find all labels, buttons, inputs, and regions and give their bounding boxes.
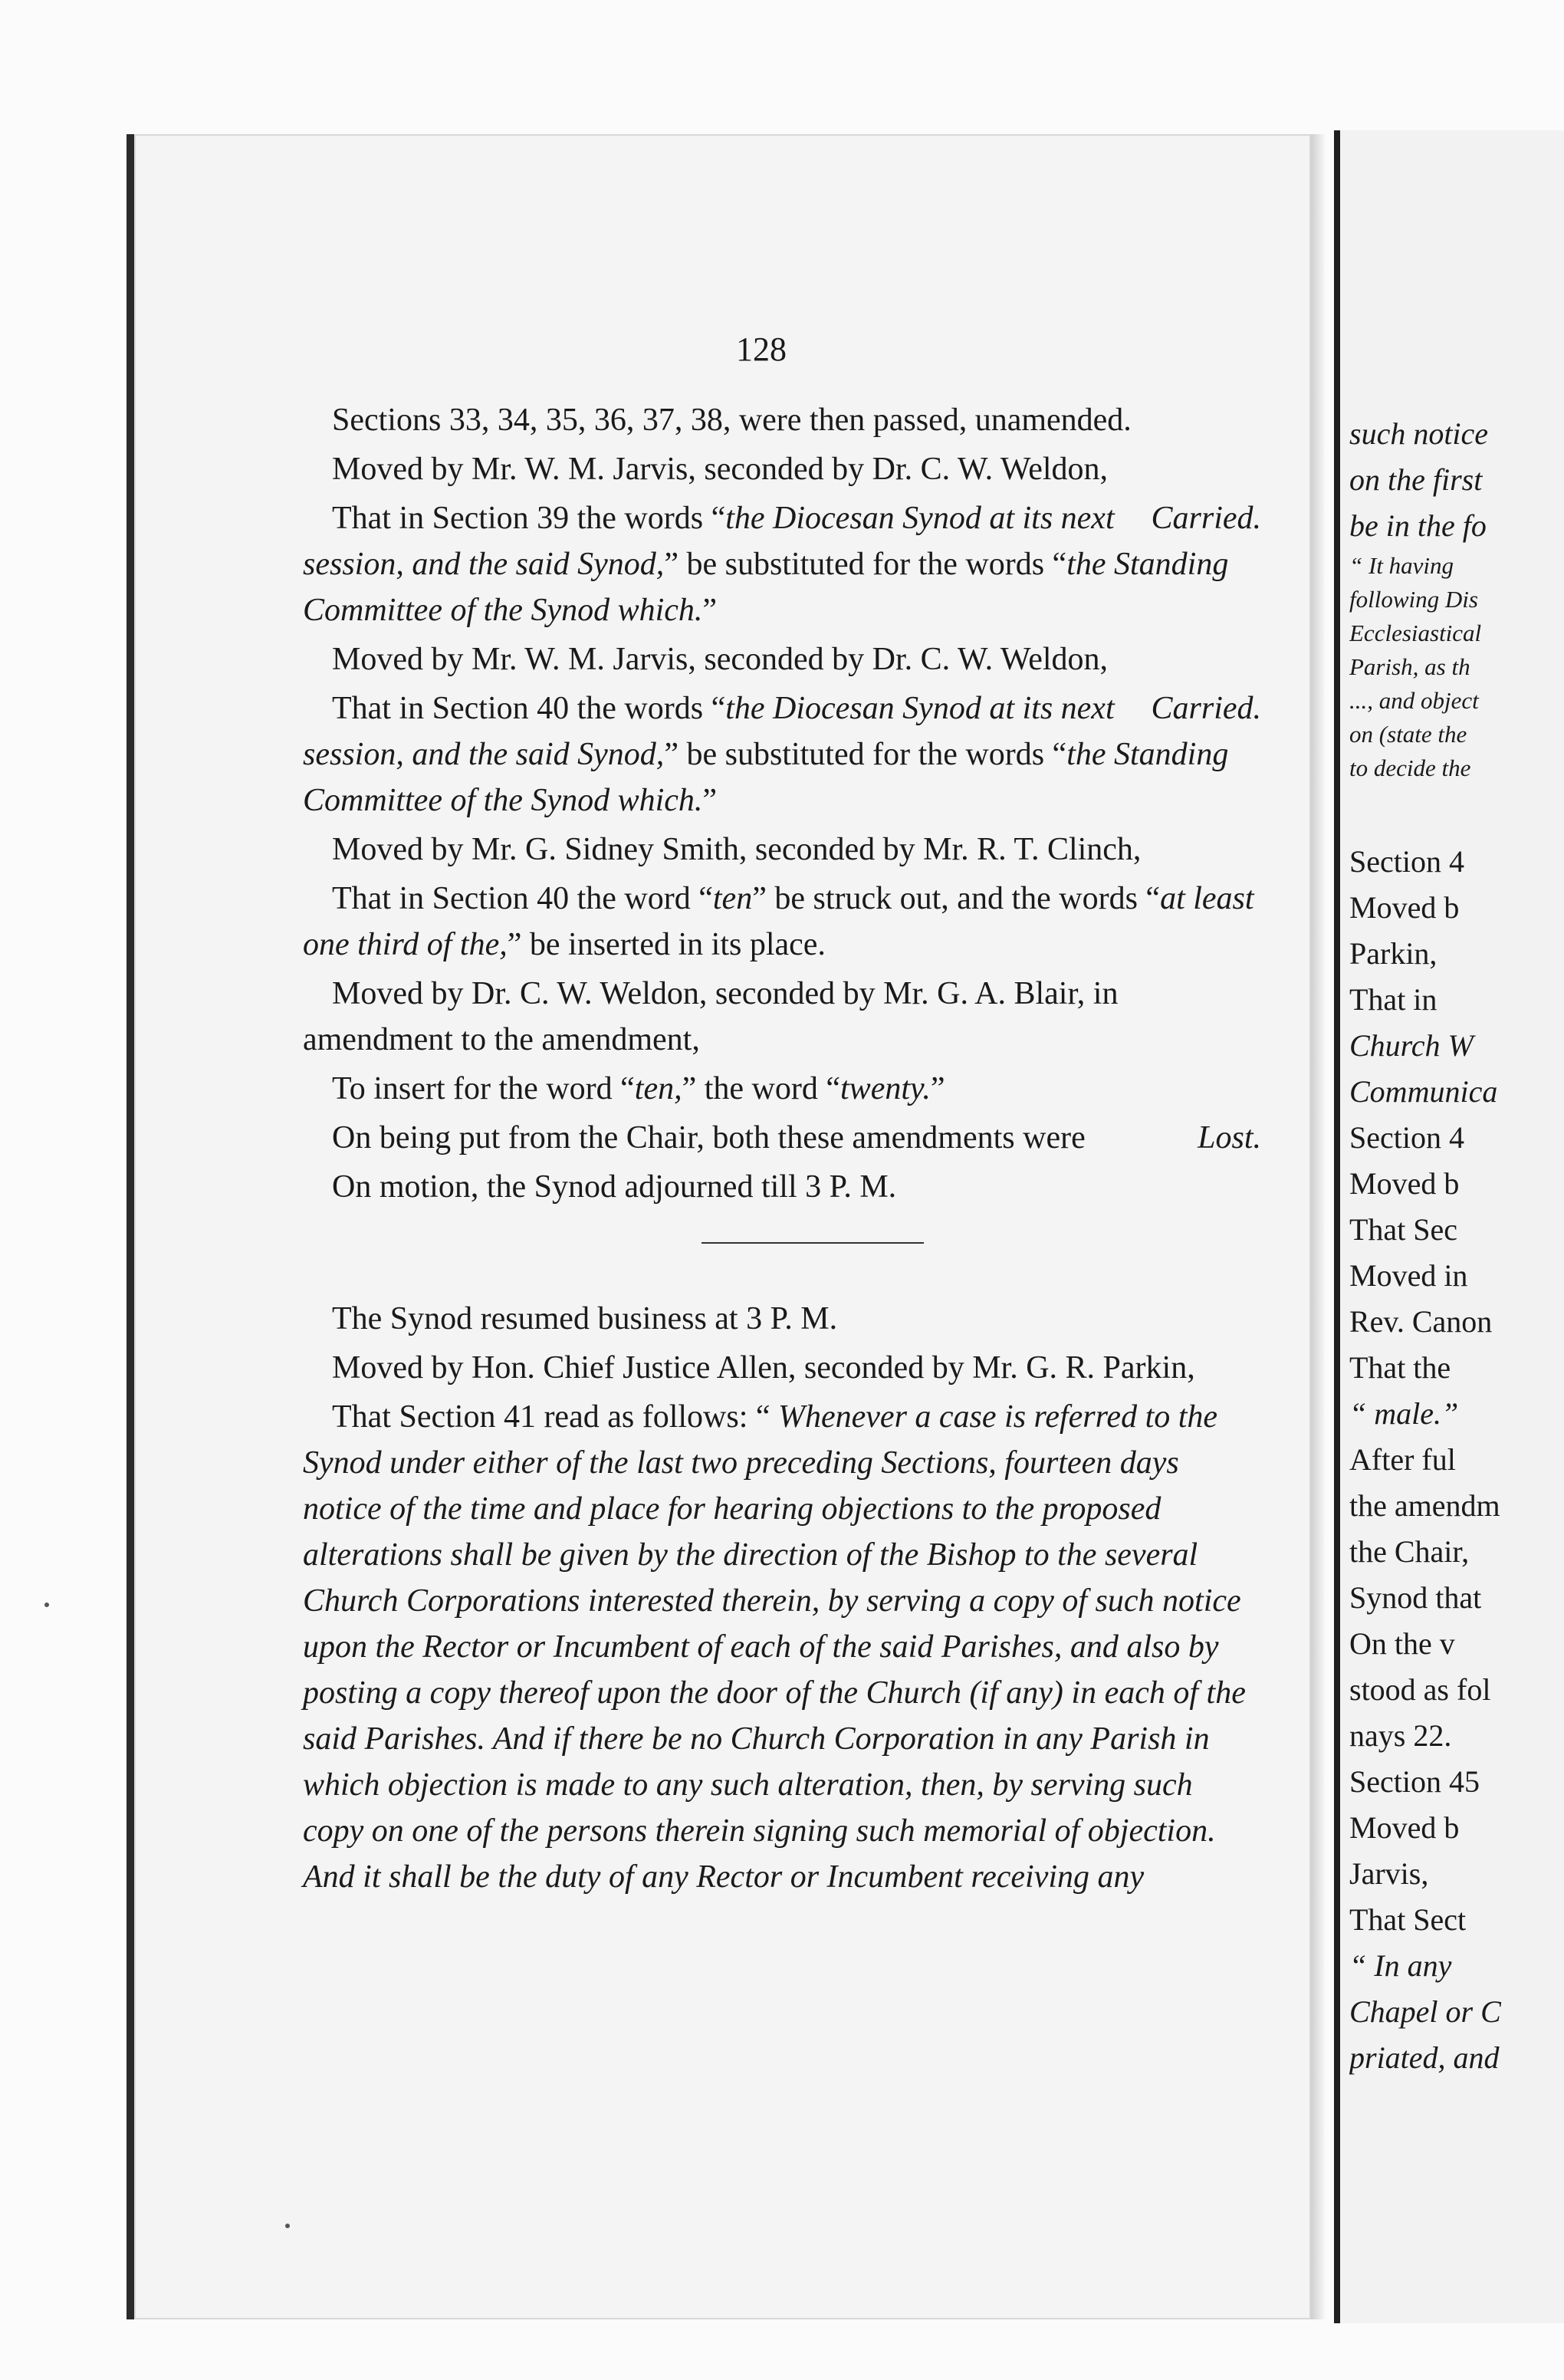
facing-page-line: After ful: [1349, 1442, 1456, 1477]
paragraph-text: ”: [702, 783, 718, 818]
paragraph-text: That Section 41 read as follows: “: [332, 1399, 779, 1435]
facing-page-line: Parish, as th: [1349, 653, 1470, 680]
paragraph: [303, 1066, 1261, 1112]
facing-page-line: Moved b: [1349, 1810, 1460, 1845]
facing-page-line: Ecclesiastical: [1349, 620, 1482, 646]
quoted-text: ten,: [634, 1071, 682, 1106]
paragraph: [303, 636, 1261, 682]
facing-page-line: be in the fo: [1349, 508, 1487, 543]
paragraph: [303, 1345, 1261, 1391]
facing-page-line: following Dis: [1349, 586, 1478, 613]
paragraph-text: ”: [702, 593, 718, 628]
facing-page-line: “ In any: [1349, 1948, 1452, 1983]
paragraph-text: Sections 33, 34, 35, 36, 37, 38, were then passed, unamended.: [332, 403, 1132, 438]
paragraph-text: On being put from the Chair, both these amendments were: [332, 1120, 1086, 1155]
motion-result: Lost.: [1198, 1120, 1261, 1155]
facing-page-text: [1349, 411, 1564, 2081]
facing-page-line: to decide the: [1349, 754, 1471, 781]
spacer: [1349, 785, 1564, 839]
paragraph: [303, 1394, 1261, 1900]
paragraph-text: ” be substituted for the words “: [664, 737, 1067, 772]
paragraph-text: ” be inserted in its place.: [507, 927, 826, 962]
facing-page-line: Church W: [1349, 1028, 1474, 1063]
facing-page-line: On the v: [1349, 1626, 1455, 1661]
facing-page-line: Communica: [1349, 1074, 1498, 1109]
section-divider: [702, 1242, 924, 1244]
facing-page-line: Parkin,: [1349, 936, 1438, 971]
paragraph: [303, 397, 1261, 443]
paragraph-text: Moved by Hon. Chief Justice Allen, seconded by Mr. G. R. Parkin,: [332, 1350, 1195, 1386]
facing-page-line: such notice: [1349, 416, 1489, 451]
quoted-text: the Diocesan Synod at its next session, and the said Synod,: [303, 691, 1115, 772]
paragraph-text: ” be struck out, and the words “: [752, 881, 1161, 916]
left-page-text: [303, 397, 1261, 1903]
paragraph: [303, 446, 1261, 492]
paragraph-text: Moved by Mr. W. M. Jarvis, seconded by Dr. C. W. Weldon,: [332, 452, 1108, 487]
quoted-text: Whenever a case is referred to the Synod under either of the last two preceding Sections, fourteen days notice of the time and place for hearing objections to the proposed alterations shall be given by the direction of the Bishop to the several Church Corporations interested therein, by serving a copy of such notice upon the Rector or Incumbent of each of the said Parishes, and also by posting a copy thereof upon the door of the Church (if any) in each of the said Parishes. And if there be no Church Corporation in any Parish in which objection is made to any such alteration, then, by serving such copy on one of the persons therein signing such memorial of objection. And it shall be the duty of any Rector or Incumbent receiving any: [303, 1399, 1246, 1895]
scan-speck: [44, 1603, 49, 1607]
paragraph-text: ”: [930, 1071, 945, 1106]
facing-page-line: “ male.”: [1349, 1396, 1459, 1431]
facing-page-line: nays 22.: [1349, 1718, 1452, 1753]
facing-page-line: Section 4: [1349, 844, 1464, 879]
paragraph-text: On motion, the Synod adjourned till 3 P. M.: [332, 1169, 897, 1205]
facing-page-line: on (state the: [1349, 721, 1467, 748]
paragraph: [303, 685, 1261, 823]
motion-result: Carried.: [1151, 501, 1261, 536]
paragraph: [303, 495, 1261, 633]
facing-page-line: Moved in: [1349, 1258, 1468, 1293]
facing-page-line: Section 4: [1349, 1120, 1464, 1155]
paragraph: [303, 827, 1261, 873]
facing-page-line: Jarvis,: [1349, 1856, 1429, 1891]
facing-page-line: That Sect: [1349, 1902, 1467, 1937]
facing-page-line: “ It having: [1349, 552, 1454, 579]
facing-page-line: That the: [1349, 1350, 1451, 1385]
quoted-text: the Diocesan Synod at its next session, and the said Synod,: [303, 501, 1115, 582]
paragraph: [303, 971, 1261, 1063]
paragraph-text: Moved by Dr. C. W. Weldon, seconded by Mr. G. A. Blair, in amendment to the amendment,: [303, 976, 1119, 1057]
facing-page-line: priated, and: [1349, 2040, 1500, 2075]
facing-page-line: Rev. Canon: [1349, 1304, 1493, 1339]
facing-page-line: stood as fol: [1349, 1672, 1491, 1707]
paragraph-text: That in Section 40 the words “: [332, 691, 726, 726]
facing-page-line: That Sec: [1349, 1212, 1458, 1247]
facing-page-line: Moved b: [1349, 1166, 1460, 1201]
paragraph-text: ” the word “: [682, 1071, 841, 1106]
paragraph: [303, 1115, 1261, 1161]
scan-speck: [285, 2224, 290, 2228]
quoted-text: at least one third of the,: [303, 881, 1254, 962]
paragraph: [303, 876, 1261, 968]
facing-page-line: the amendm: [1349, 1488, 1500, 1523]
paragraph-text: Moved by Mr. G. Sidney Smith, seconded by Mr. R. T. Clinch,: [332, 832, 1142, 867]
facing-page-line: ..., and object: [1349, 687, 1479, 714]
facing-page-line: Chapel or C: [1349, 1994, 1501, 2029]
paragraph-text: To insert for the word “: [332, 1071, 635, 1106]
paragraph-text: ” be substituted for the words “: [664, 547, 1067, 582]
paragraph-text: The Synod resumed business at 3 P. M.: [332, 1301, 838, 1336]
paragraph-text: That in Section 39 the words “: [332, 501, 726, 536]
page-number: 128: [736, 330, 787, 368]
facing-page-line: on the first: [1349, 462, 1483, 497]
motion-result: Carried.: [1151, 691, 1261, 726]
facing-page-line: the Chair,: [1349, 1534, 1470, 1569]
facing-page-line: Section 45: [1349, 1764, 1480, 1799]
quoted-text: the Standing Committee of the Synod which.: [303, 547, 1229, 628]
paragraph: [303, 1296, 1261, 1342]
quoted-text: ten: [712, 881, 753, 916]
quoted-text: twenty.: [840, 1071, 931, 1106]
facing-page-line: That in: [1349, 982, 1438, 1017]
paragraph: [303, 1164, 1261, 1210]
paragraph-text: Moved by Mr. W. M. Jarvis, seconded by Dr. C. W. Weldon,: [332, 642, 1108, 677]
quoted-text: the Standing Committee of the Synod which.: [303, 737, 1229, 818]
facing-page-line: Moved b: [1349, 890, 1460, 925]
paragraph-text: That in Section 40 the word “: [332, 881, 713, 916]
facing-page-line: Synod that: [1349, 1580, 1482, 1615]
